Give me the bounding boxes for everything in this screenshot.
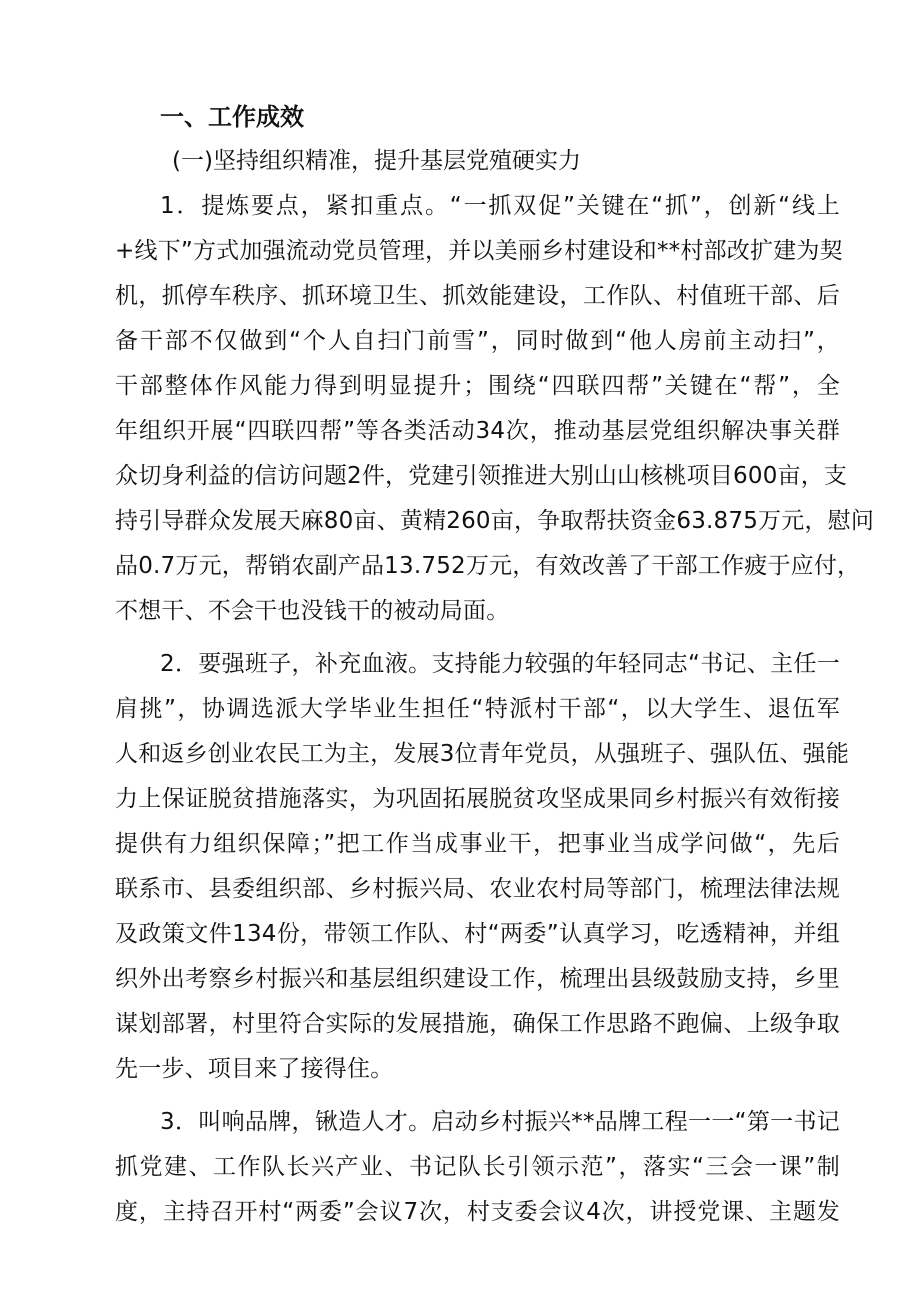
paragraph-2-line-6: 联系市、县委组织部、乡村振兴局、农业农村局等部门，梳理法律法规 [115,876,840,902]
subsection-heading: (一)坚持组织精准，提升基层党殖硬实力 [172,148,581,174]
paragraph-2-line-9: 谋划部署，村里符合实际的发展措施，确保工作思路不跑偏、上级争取 [115,1011,840,1037]
paragraph-2-line-7: 及政策文件134份，带领工作队、村“两委”认真学习，吃透精神，并组 [115,921,840,947]
paragraph-1-line-8: 持引导群众发展天麻80亩、黄精260亩，争取帮扶资金63.875万元，慰问 [115,508,875,534]
paragraph-1-line-4: 备干部不仅做到“个人自扫门前雪”，同时做到“他人房前主动扫”， [115,328,840,354]
paragraph-2-line-2: 肩挑”，协调选派大学毕业生担任“特派村干部“，以大学生、退伍军 [115,696,840,722]
paragraph-2-line-3: 人和返乡创业农民工为主，发展3位青年党员，从强班子、强队伍、强能 [115,741,850,767]
paragraph-1-line-7: 众切身利益的信访问题2件，党建引领推进大别山山核桃项目600亩，支 [115,463,848,489]
paragraph-3-line-1: 3．叫响品牌，锹造人才。启动乡村振兴**品牌工程一一“第一书记 [160,1109,840,1135]
paragraph-1-line-6: 年组织开展“四联四帮”等各类活动34次，推动基层党组织解决事关群 [115,418,840,444]
paragraph-1-line-3: 机，抓停车秩序、抓环境卫生、抓效能建设，工作队、村值班干部、后 [115,283,840,309]
paragraph-2-line-1: 2．要强班子，补充血液。支持能力较强的年轻同志“书记、主任一 [160,651,840,677]
paragraph-3-line-3: 度，主持召开村“两委”会议7次，村支委会议4次，讲授党课、主题发 [115,1199,840,1225]
paragraph-2-line-10: 先一步、项目来了接得住。 [115,1056,394,1082]
paragraph-1-line-9: 品0.7万元，帮销农副产品13.752万元，有效改善了干部工作疲于应付， [115,553,861,579]
section-heading: 一、工作成效 [160,103,304,131]
paragraph-3-line-2: 抓党建、工作队长兴产业、书记队长引领示范”，落实“三会一课”制 [115,1154,840,1180]
paragraph-1-line-5: 干部整体作风能力得到明显提升；围绕“四联四帮”关键在“帮”，全 [115,373,840,399]
paragraph-2-line-5: 提供有力组织保障；”把工作当成事业干，把事业当成学问做“，先后 [115,831,840,857]
paragraph-1-line-10: 不想干、不会干也没钱干的被动局面。 [115,598,510,624]
paragraph-1-line-1: 1．提炼要点，紧扣重点。“一抓双促”关键在“抓”，创新“线上 [160,193,840,219]
paragraph-1-line-2: +线下”方式加强流动党员管理，并以美丽乡村建设和**村部改扩建为契 [115,238,843,264]
paragraph-2-line-4: 力上保证脱贫措施落实，为巩固拓展脱贫攻坚成果同乡村振兴有效衔接 [115,786,840,812]
paragraph-2-line-8: 织外出考察乡村振兴和基层组织建设工作，梳理出县级鼓励支持，乡里 [115,966,840,992]
